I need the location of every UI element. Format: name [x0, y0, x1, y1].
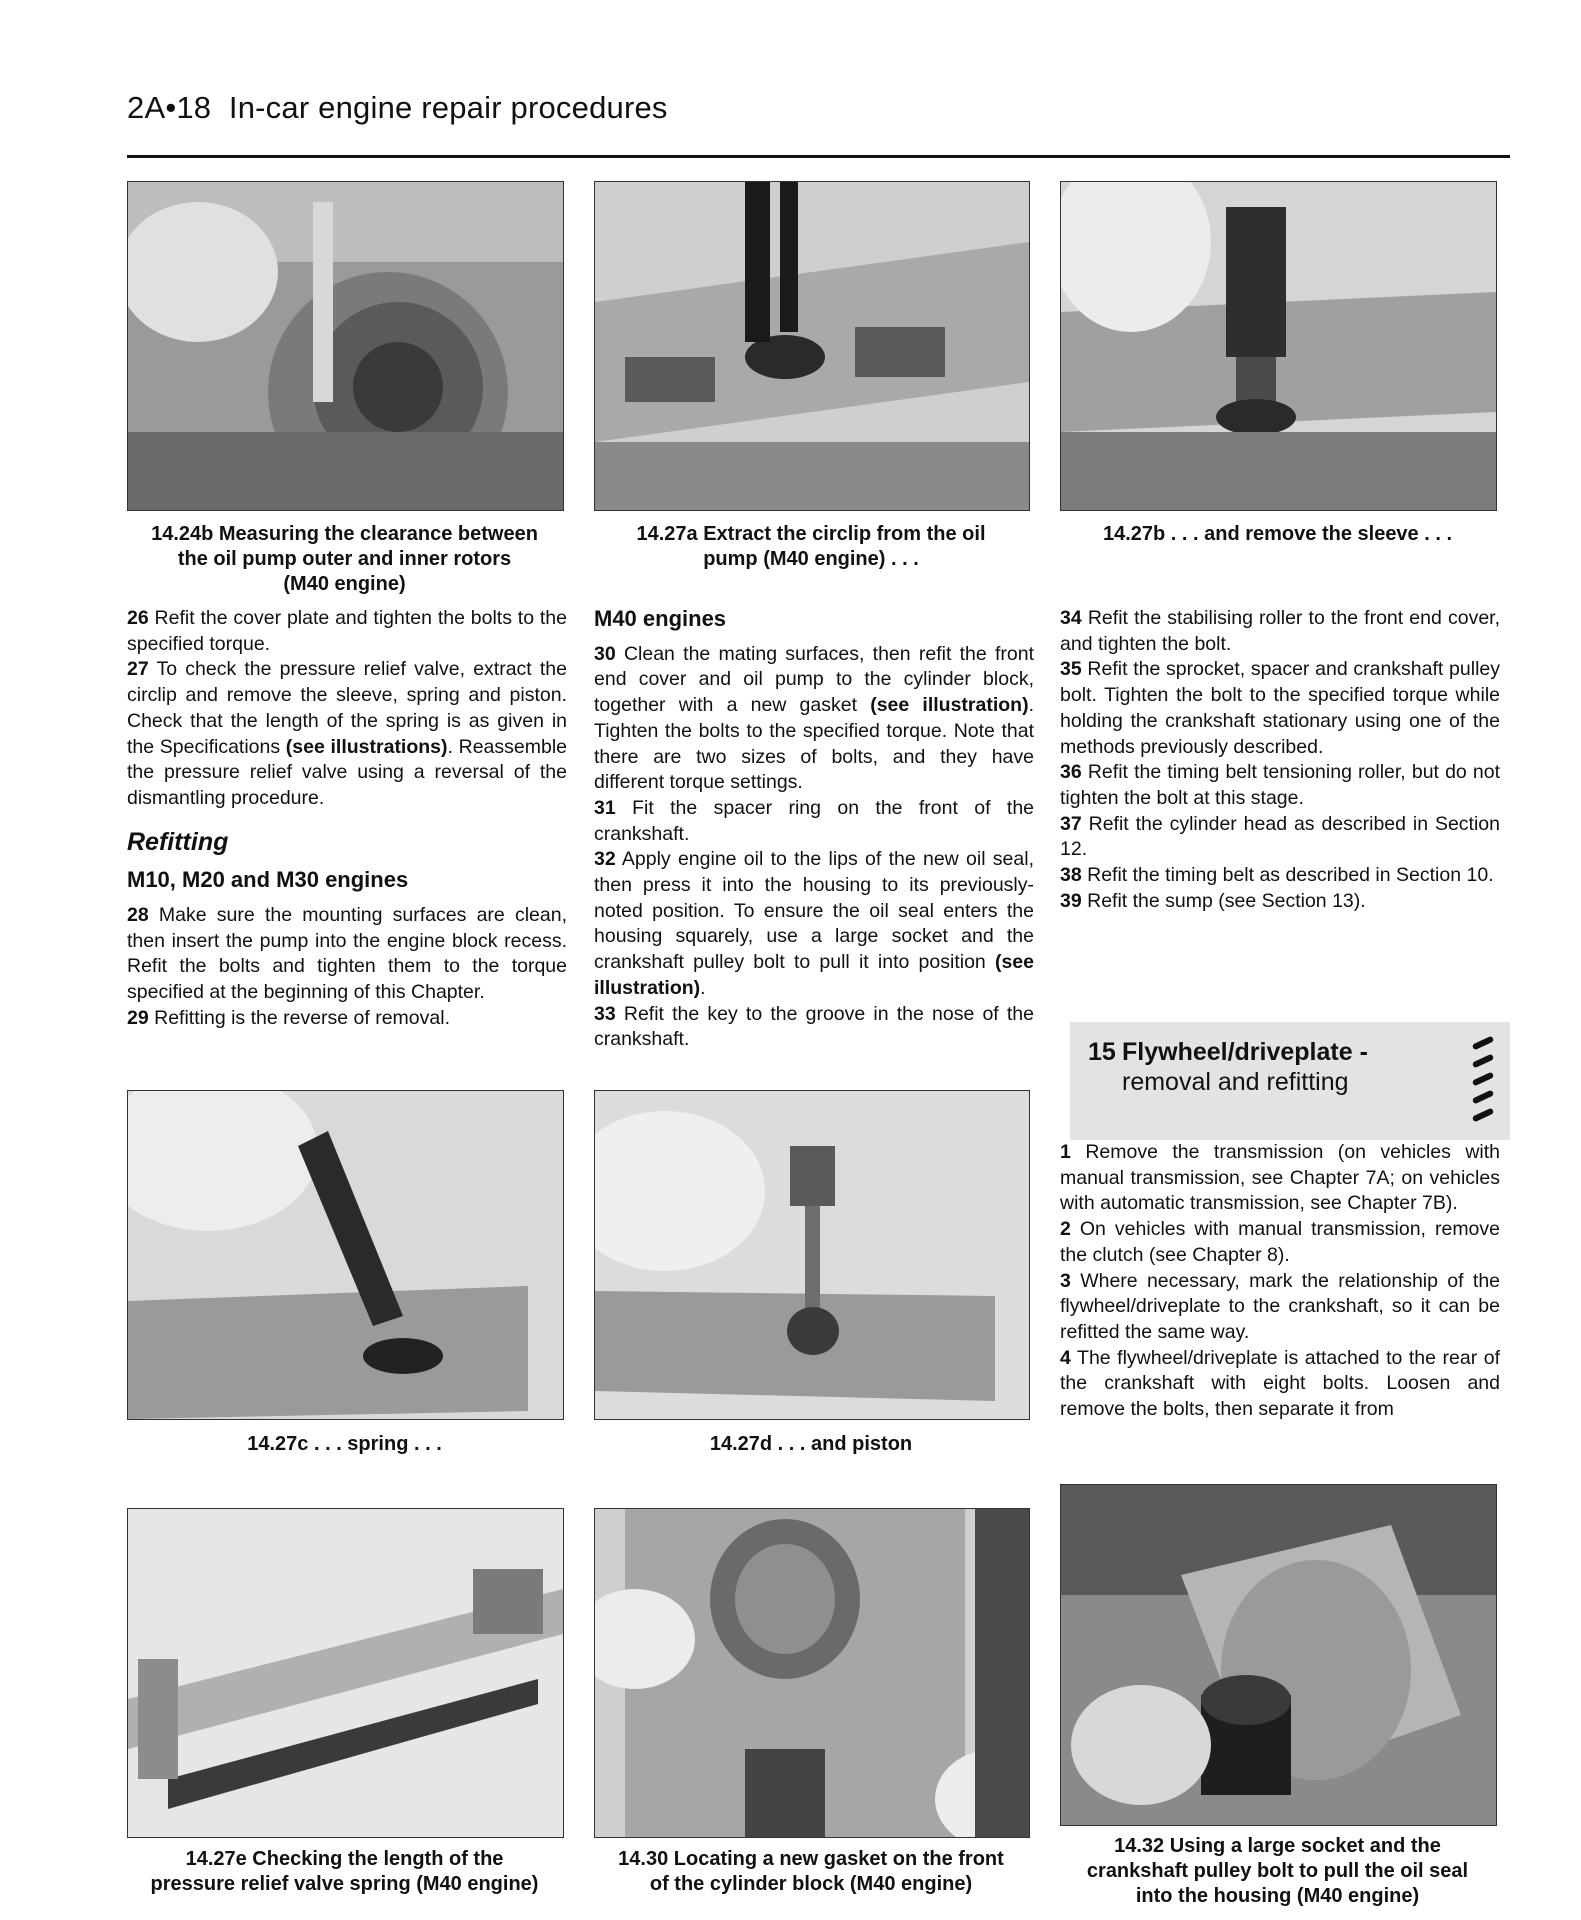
caption-14-27a: [594, 522, 1028, 572]
para-number: 33: [594, 1002, 616, 1025]
photo-14-27c: [127, 1090, 564, 1420]
caption-line: 14.30 Locating a new gasket on the front: [618, 1848, 1004, 1870]
paragraph-37: [1060, 812, 1500, 863]
heading-m40: M40 engines: [594, 606, 727, 631]
para-number: 38: [1060, 864, 1082, 887]
para-text: Refit the key to the groove in the nose of the crankshaft.: [594, 1002, 1034, 1051]
caption-line: 14.27b . . . and remove the sleeve . . .: [1102, 523, 1453, 545]
para-number: 27: [127, 658, 149, 681]
page-title: In-car engine repair procedures: [228, 90, 668, 125]
caption-line: 14.32 Using a large socket and the: [1114, 1835, 1441, 1857]
caption-14-27b: [1060, 522, 1495, 547]
section-15-header: [1070, 1022, 1510, 1140]
caption-14-30: [594, 1847, 1028, 1897]
paragraph-s15-2: [1060, 1217, 1500, 1268]
photo-14-27e: [127, 1508, 564, 1838]
paragraph-38: [1060, 863, 1500, 889]
paragraph-31: [594, 796, 1034, 847]
para-number: 29: [127, 1006, 149, 1029]
caption-line: 14.24b Measuring the clearance between: [151, 523, 538, 545]
header-rule: [127, 155, 1510, 158]
text-column-3: [1060, 606, 1500, 914]
paragraph-26: [127, 606, 567, 657]
para-text: Make sure the mounting surfaces are clean, then insert the pump into the engine block recess. Refit the bolts and tighten them to the torque specified at the beginning of this Chapter.: [127, 904, 568, 1004]
para-text: Refit the sprocket, spacer and crankshaft pulley bolt. Tighten the bolt to the specified torque while holding the crankshaft stationary using one of the methods previously described.: [1060, 658, 1500, 758]
illustration-ref: (see illustrations): [285, 735, 448, 758]
para-text: Refit the sump (see Section 13).: [1087, 889, 1366, 912]
paragraph-32: [594, 847, 1034, 1001]
para-text: Refit the cover plate and tighten the bolts to the specified torque.: [127, 607, 567, 655]
para-number: 3: [1060, 1269, 1071, 1292]
para-number: 34: [1060, 607, 1082, 629]
para-text: Refit the cylinder head as described in Section 12.: [1060, 812, 1500, 861]
caption-14-27d: [594, 1432, 1028, 1457]
para-number: 36: [1060, 761, 1082, 784]
photo-14-30: [594, 1508, 1030, 1838]
para-text: Refit the stabilising roller to the front end cover, and tighten the bolt.: [1060, 607, 1501, 655]
para-text: Refit the timing belt tensioning roller, but do not tighten the bolt at this stage.: [1060, 761, 1501, 809]
paragraph-s15-3: [1060, 1269, 1500, 1346]
caption-line: pressure relief valve spring (M40 engine): [150, 1873, 539, 1895]
page-header: [127, 90, 668, 126]
para-number: 2: [1060, 1218, 1071, 1241]
para-text: Refit the timing belt as described in Section 10.: [1087, 864, 1494, 887]
section-number: 15: [1088, 1038, 1116, 1066]
caption-line: 14.27e Checking the length of the: [185, 1848, 504, 1870]
photo-14-32: [1060, 1484, 1497, 1826]
illustration-ref: (see illustration): [594, 951, 1034, 999]
heading-refitting: Refitting: [127, 827, 229, 856]
heading-m10-m20-m30: M10, M20 and M30 engines: [127, 867, 409, 893]
para-text: . Reassemble the pressure relief valve using a reversal of the dismantling procedure.: [127, 735, 567, 809]
paragraph-30: [594, 642, 1034, 796]
para-text: Remove the transmission (on vehicles with manual transmission, see Chapter 7A; on vehicles with automatic transmission, see Chapter 7B).: [1060, 1141, 1500, 1215]
caption-line: 14.27a Extract the circlip from the oil: [636, 523, 986, 545]
caption-line: pump (M40 engine) . . .: [703, 548, 919, 570]
section-title-line2: removal and refitting: [1122, 1068, 1349, 1096]
text-column-1: [127, 606, 567, 1032]
caption-line: 14.27c . . . spring . . .: [247, 1433, 442, 1455]
para-number: 26: [127, 607, 149, 629]
para-number: 28: [127, 904, 149, 927]
para-text: .: [700, 976, 706, 999]
page-number: 2A•18: [127, 90, 212, 125]
paragraph-36: [1060, 760, 1500, 811]
para-number: 37: [1060, 812, 1082, 835]
paragraph-s15-1: [1060, 1140, 1500, 1217]
para-number: 30: [594, 642, 616, 665]
para-number: 1: [1060, 1141, 1071, 1163]
paragraph-s15-4: [1060, 1346, 1500, 1423]
photo-14-27b: [1060, 181, 1497, 511]
illustration-ref: (see illustration): [870, 694, 1029, 717]
section-title-line1: Flywheel/driveplate -: [1122, 1038, 1368, 1066]
para-text: Fit the spacer ring on the front of the crankshaft.: [594, 796, 1035, 845]
paragraph-39: [1060, 889, 1500, 915]
paragraph-29: [127, 1006, 567, 1032]
paragraph-33: [594, 1002, 1034, 1053]
spanner-difficulty-icon: [1468, 1036, 1500, 1128]
paragraph-35: [1060, 657, 1500, 760]
photo-14-24b: [127, 181, 564, 511]
para-text: Clean the mating surfaces, then refit the front end cover and oil pump to the cylinder block, together with a new gasket: [594, 642, 1034, 717]
caption-line: into the housing (M40 engine): [1135, 1885, 1420, 1907]
paragraph-28: [127, 903, 567, 1006]
caption-14-32: [1060, 1834, 1495, 1909]
caption-line: of the cylinder block (M40 engine): [649, 1873, 973, 1895]
photo-14-27a: [594, 181, 1030, 511]
paragraph-34: [1060, 606, 1500, 657]
caption-14-27e: [127, 1847, 562, 1897]
para-number: 31: [594, 796, 616, 819]
para-text: Refitting is the reverse of removal.: [154, 1006, 450, 1029]
para-text: The flywheel/driveplate is attached to the rear of the crankshaft with eight bolts. Loosen and remove the bolts, then separate it from: [1060, 1346, 1500, 1421]
para-number: 32: [594, 848, 616, 871]
paragraph-27: [127, 657, 567, 811]
caption-line: 14.27d . . . and piston: [709, 1433, 913, 1455]
caption-line: the oil pump outer and inner rotors: [177, 548, 512, 570]
para-text: To check the pressure relief valve, extract the circlip and remove the sleeve, spring and piston. Check that the length of the spring is as given in the Specifications: [127, 658, 567, 758]
para-number: 35: [1060, 658, 1082, 681]
para-text: . Tighten the bolts to the specified torque. Note that there are two sizes of bolts, and they have different torque settings.: [594, 694, 1034, 794]
photo-14-27d: [594, 1090, 1030, 1420]
para-text: Apply engine oil to the lips of the new oil seal, then press it into the housing to its previously-noted position. To ensure the oil seal enters the housing squarely, use a large socket and the crankshaft pulley bolt to pull it into position: [594, 848, 1034, 974]
caption-line: crankshaft pulley bolt to pull the oil seal: [1086, 1860, 1469, 1882]
para-text: Where necessary, mark the relationship of the flywheel/driveplate to the crankshaft, so it can be refitted the same way.: [1060, 1269, 1501, 1343]
caption-14-27c: [127, 1432, 562, 1457]
caption-14-24b: [127, 522, 562, 597]
text-column-2: [594, 606, 1034, 1053]
para-number: 39: [1060, 889, 1082, 912]
text-column-3-lower: [1060, 1140, 1500, 1423]
para-number: 4: [1060, 1346, 1071, 1369]
para-text: On vehicles with manual transmission, remove the clutch (see Chapter 8).: [1060, 1218, 1500, 1266]
caption-line: (M40 engine): [283, 573, 406, 595]
